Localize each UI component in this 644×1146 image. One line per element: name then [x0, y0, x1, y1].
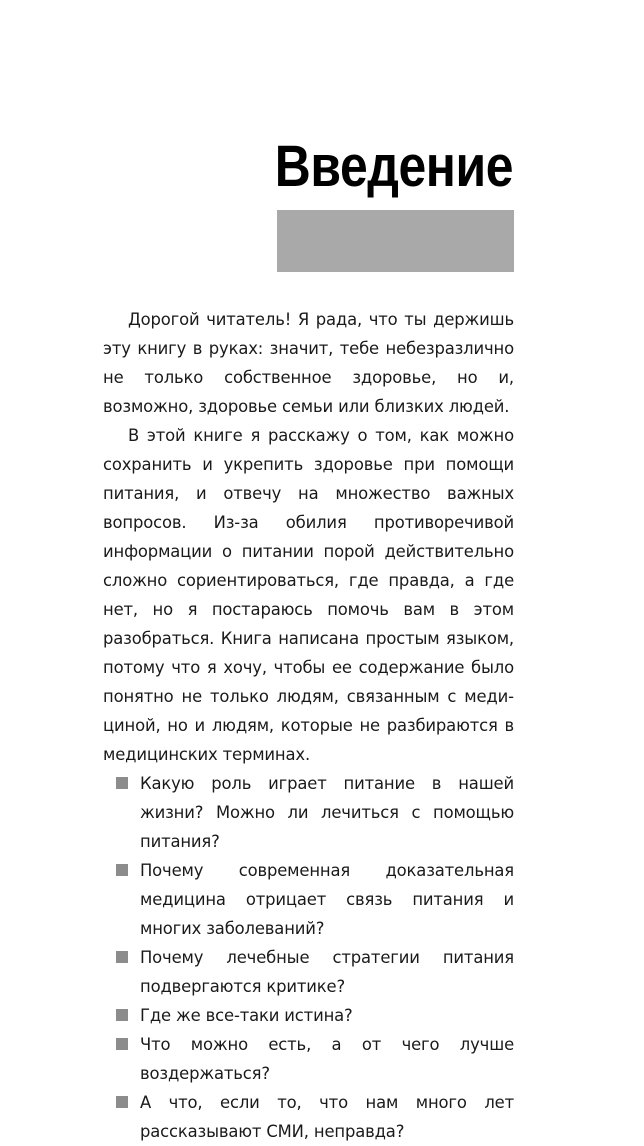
list-item — [103, 943, 514, 1001]
list-item-text: Где же все-таки истина? — [140, 1006, 353, 1025]
title-decoration-bar — [277, 210, 514, 272]
list-item-text: А что, если то, что нам много лет рассказывают СМИ, неправда? — [140, 1093, 514, 1141]
list-item-text: Почему современная доказательная медицина отрицает связь питания и многих заболеваний? — [140, 861, 514, 938]
list-item-text: Какую роль играет питание в нашей жизни? Можно ли лечиться с помощью питания? — [140, 774, 514, 851]
chapter-title: Введение — [274, 134, 513, 199]
paragraph-greeting: Дорогой читатель! Я рада, что ты держишь эту книгу в руках: значит, тебе небезразлично не только собственное здоровье, но и, возможно, здоровье семьи или близких людей. — [103, 310, 514, 416]
questions-list — [103, 769, 514, 1146]
chapter-body — [103, 305, 514, 1146]
list-item — [103, 769, 514, 856]
square-bullet-icon — [116, 1096, 128, 1108]
square-bullet-icon — [116, 1009, 128, 1021]
square-bullet-icon — [116, 1038, 128, 1050]
list-item — [103, 1030, 514, 1088]
square-bullet-icon — [116, 864, 128, 876]
list-item — [103, 856, 514, 943]
list-item-text: Что можно есть, а от чего лучше воздержаться? — [140, 1035, 514, 1083]
paragraph-book-purpose: В этой книге я расскажу о том, как можно сохранить и укрепить здоровье при помощи питания, и отвечу на множество важных вопросов. Из-за обилия противоречивой информации о питании порой действительно сложно сориентироваться, где правда, а где нет, но я постараюсь помочь вам в этом разобраться. Книга написана простым языком, потому что я хочу, чтобы ее содержание было понятно не только людям, связанным с медициной, но и людям, которые не разбираются в медицинских терминах. — [103, 426, 514, 764]
list-item-text: Почему лечебные стратегии питания подвергаются критике? — [140, 948, 514, 996]
square-bullet-icon — [116, 951, 128, 963]
square-bullet-icon — [116, 777, 128, 789]
list-item — [103, 1001, 514, 1030]
list-item — [103, 1088, 514, 1146]
